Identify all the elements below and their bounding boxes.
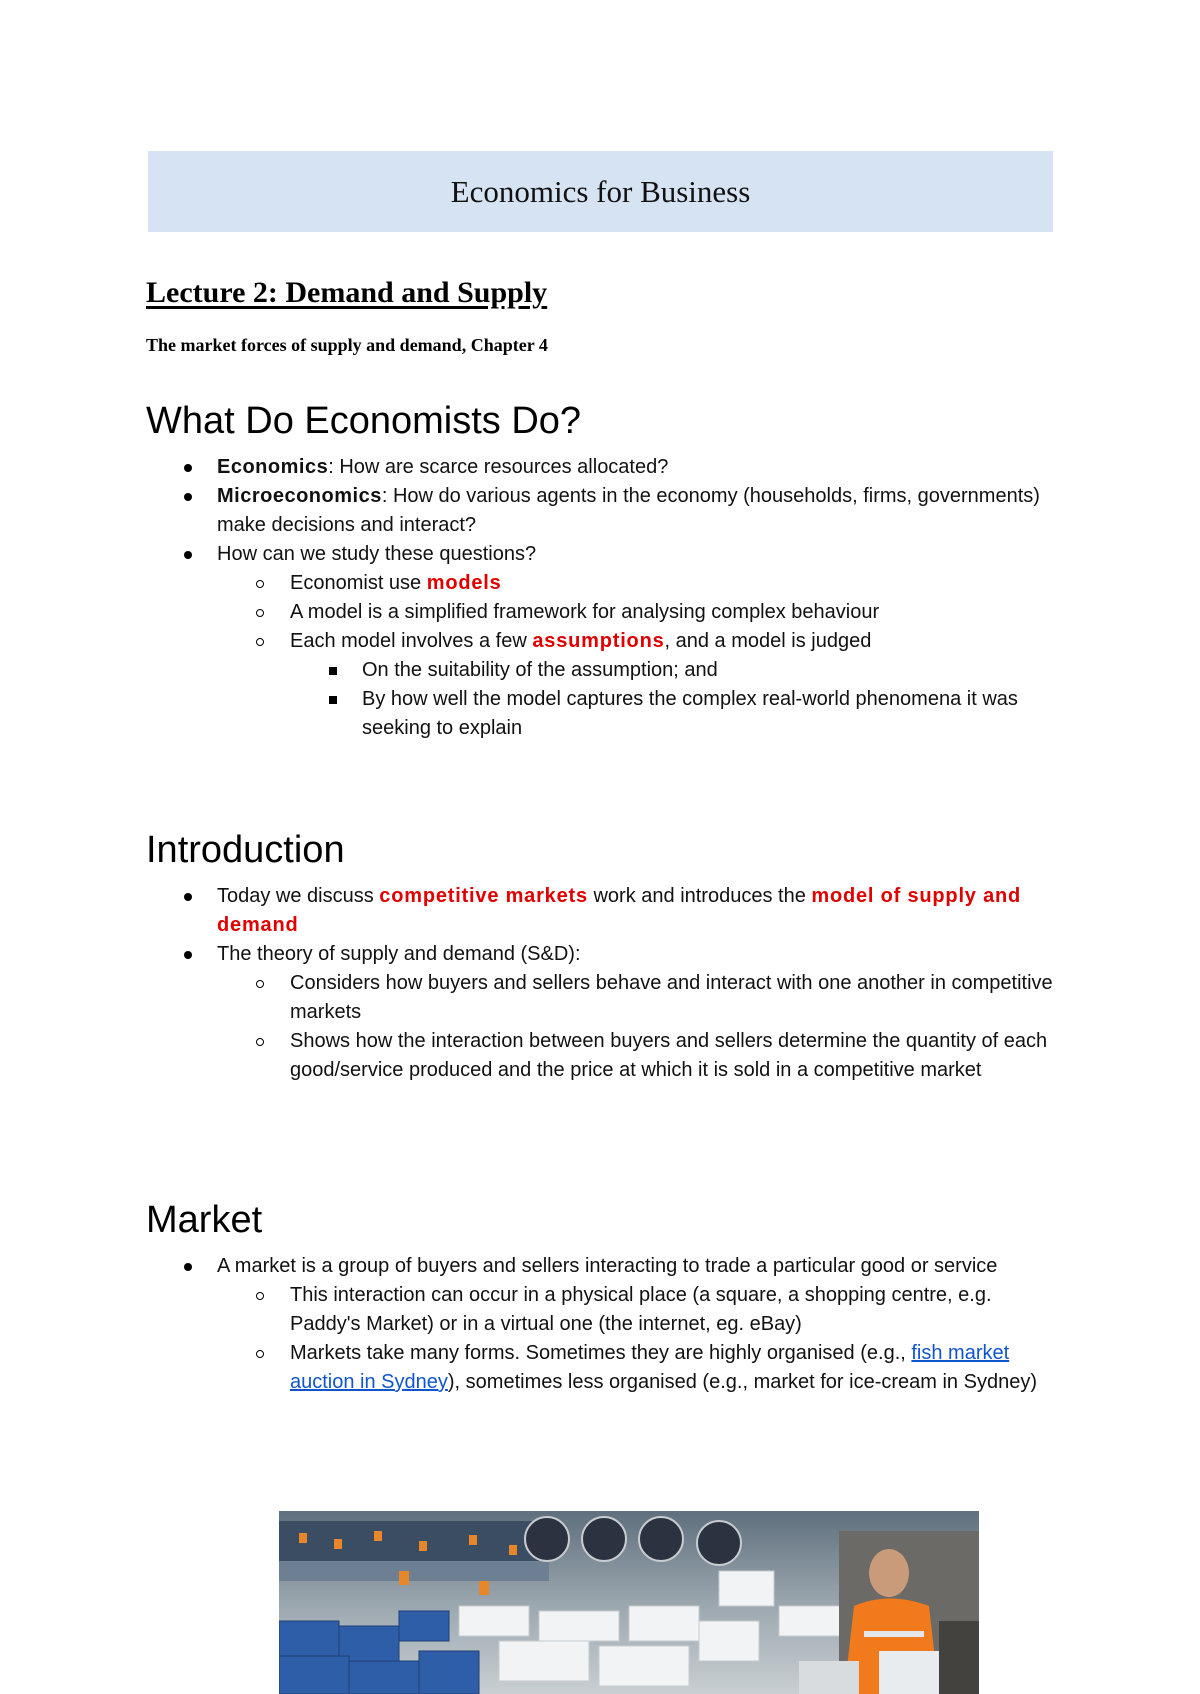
item-text: ), sometimes less organised (e.g., market for ice-cream in Sydney) bbox=[447, 1371, 1037, 1393]
bullet-icon bbox=[184, 1263, 192, 1271]
list-item bbox=[146, 1281, 1066, 1339]
hollow-bullet-icon bbox=[256, 609, 264, 617]
bullet-icon bbox=[184, 893, 192, 901]
square-bullet-icon bbox=[329, 667, 337, 675]
hollow-bullet-icon bbox=[256, 1350, 264, 1358]
highlight-text: assumptions bbox=[532, 630, 665, 652]
bullet-icon bbox=[184, 464, 192, 472]
item-text: On the suitability of the assumption; and bbox=[362, 659, 718, 681]
bullet-list bbox=[146, 882, 1066, 1085]
list-item bbox=[146, 1339, 1066, 1397]
list-item bbox=[146, 569, 1066, 598]
section-heading: What Do Economists Do? bbox=[146, 400, 582, 442]
list-item bbox=[146, 1252, 1066, 1281]
item-text: work and introduces the bbox=[587, 885, 812, 907]
term: Economics bbox=[217, 456, 329, 478]
fish-market-photo-graphic bbox=[279, 1511, 979, 1694]
fish-market-link[interactable]: fish market auction in Sydney bbox=[290, 1342, 1010, 1393]
list-item bbox=[146, 1027, 1066, 1085]
section-heading: Introduction bbox=[146, 829, 345, 871]
section-what-do-economists-do bbox=[146, 397, 1066, 743]
item-text: Today we discuss bbox=[217, 885, 380, 907]
list-item bbox=[146, 940, 1066, 969]
section-heading: Market bbox=[146, 1199, 263, 1241]
bullet-icon bbox=[184, 551, 192, 559]
highlight-text: models bbox=[426, 572, 502, 594]
item-text: By how well the model captures the complex real-world phenomena it was seeking to explain bbox=[362, 688, 1018, 739]
lecture-subtitle: The market forces of supply and demand, Chapter 4 bbox=[146, 335, 548, 355]
item-text: Shows how the interaction between buyers and sellers determine the quantity of each good/service produced and the price at which it is sold in a competitive market bbox=[290, 1030, 1048, 1081]
highlight-text: competitive markets bbox=[379, 885, 588, 907]
hollow-bullet-icon bbox=[256, 580, 264, 588]
item-text: How can we study these questions? bbox=[217, 543, 537, 565]
item-text: Economist use bbox=[290, 572, 427, 594]
title-banner bbox=[148, 151, 1053, 232]
item-text: , and a model is judged bbox=[664, 630, 872, 652]
term: Microeconomics bbox=[217, 485, 382, 507]
item-text: Each model involves a few bbox=[290, 630, 533, 652]
list-item bbox=[146, 453, 1066, 482]
list-item bbox=[146, 627, 1066, 656]
list-item bbox=[146, 969, 1066, 1027]
item-text: Markets take many forms. Sometimes they are highly organised (e.g., bbox=[290, 1342, 912, 1364]
list-item bbox=[146, 598, 1066, 627]
item-text: The theory of supply and demand (S&D): bbox=[217, 943, 581, 965]
item-text: A market is a group of buyers and sellers interacting to trade a particular good or service bbox=[217, 1255, 998, 1277]
item-text: Considers how buyers and sellers behave and interact with one another in competitive markets bbox=[290, 972, 1053, 1023]
square-bullet-icon bbox=[329, 696, 337, 704]
bullet-icon bbox=[184, 493, 192, 501]
document-title: Economics for Business bbox=[450, 173, 751, 209]
list-item bbox=[146, 685, 1066, 743]
item-text: : How do various agents in the economy (households, firms, governments) make decisions and interact? bbox=[217, 485, 1040, 536]
bullet-list bbox=[146, 1252, 1066, 1397]
fish-market-photo bbox=[279, 1511, 979, 1694]
item-text: This interaction can occur in a physical place (a square, a shopping centre, e.g. Paddy's Market) or in a virtual one (the internet, eg. eBay) bbox=[290, 1284, 992, 1335]
list-item bbox=[146, 540, 1066, 569]
section-market bbox=[146, 1196, 1066, 1397]
item-text: : How are scarce resources allocated? bbox=[328, 456, 669, 478]
list-item bbox=[146, 482, 1066, 540]
hollow-bullet-icon bbox=[256, 980, 264, 988]
highlight-text: model of supply and demand bbox=[217, 885, 1022, 936]
list-item bbox=[146, 656, 1066, 685]
bullet-icon bbox=[184, 951, 192, 959]
bullet-list bbox=[146, 453, 1066, 743]
hollow-bullet-icon bbox=[256, 638, 264, 646]
item-text: A model is a simplified framework for analysing complex behaviour bbox=[290, 601, 880, 623]
section-introduction bbox=[146, 826, 1066, 1085]
hollow-bullet-icon bbox=[256, 1038, 264, 1046]
list-item bbox=[146, 882, 1066, 940]
lecture-title: Lecture 2: Demand and Supply bbox=[146, 276, 548, 309]
hollow-bullet-icon bbox=[256, 1292, 264, 1300]
